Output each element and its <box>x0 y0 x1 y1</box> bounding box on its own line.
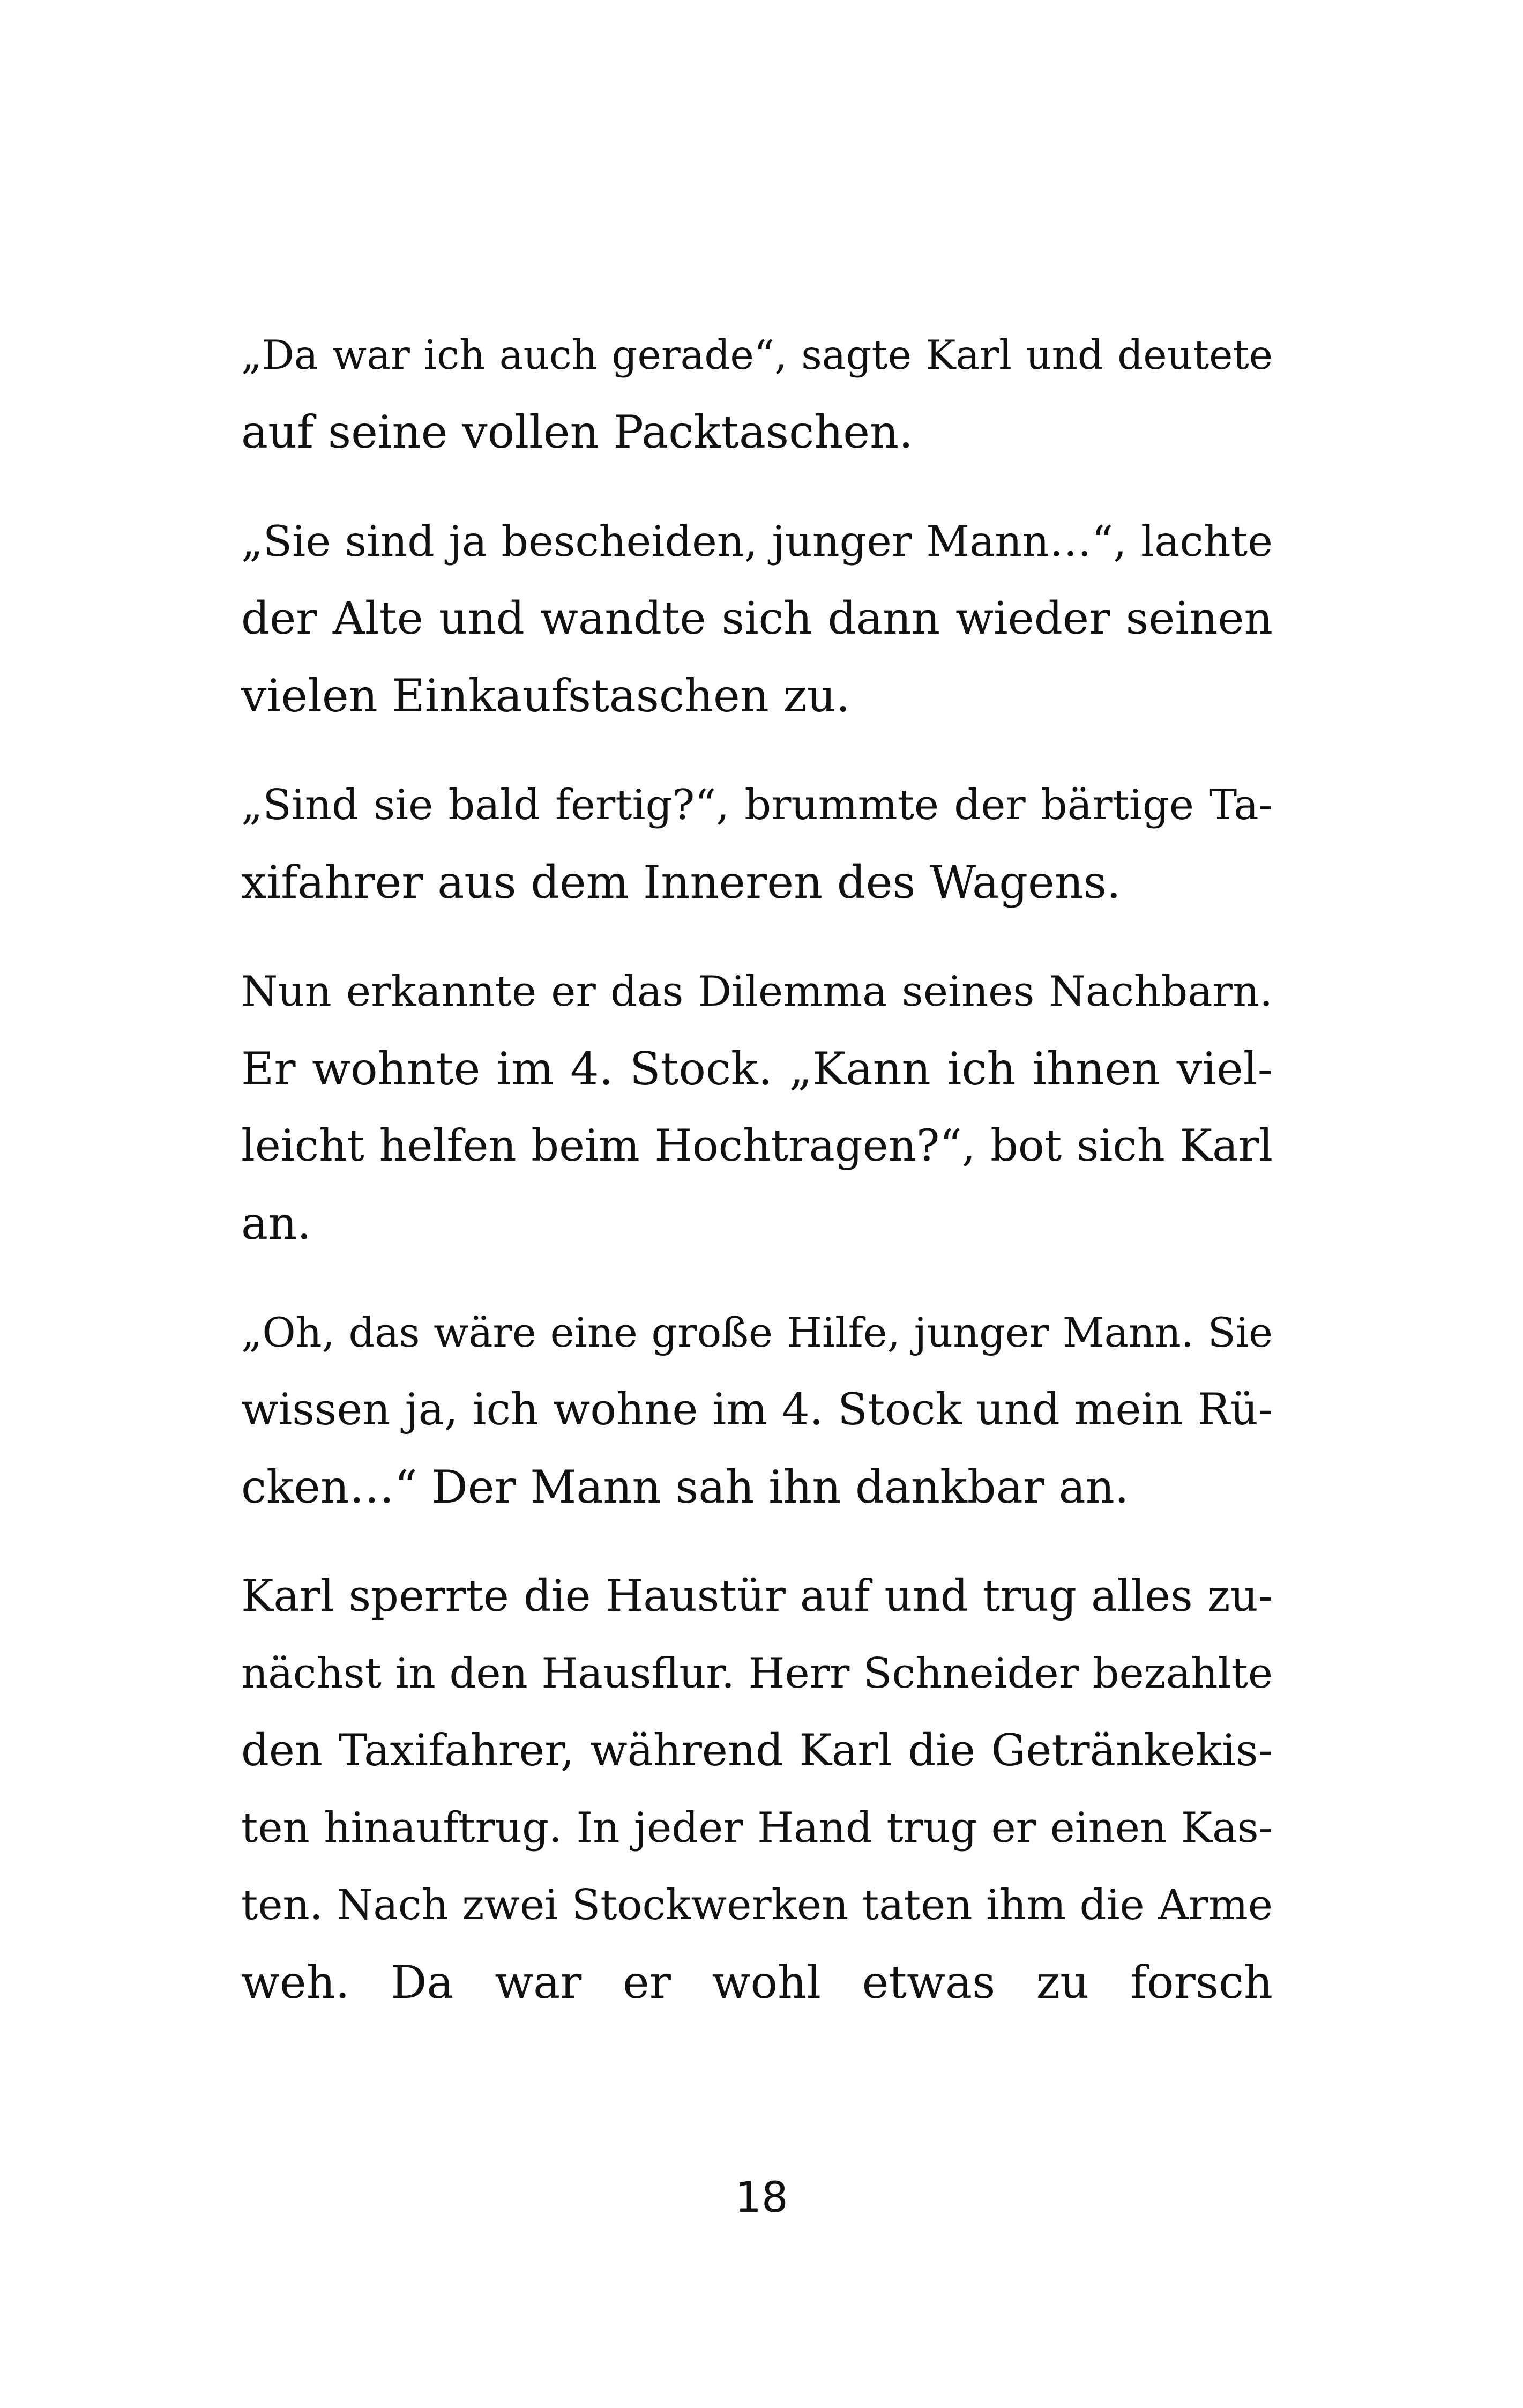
text-line: „Sind sie bald fertig?“, brummte der bärtige Ta- <box>241 781 1273 829</box>
text-line: xifahrer aus dem Inneren des Wagens. <box>241 856 1121 909</box>
paragraph-gap <box>241 471 1273 503</box>
text-line: weh. Da war er wohl etwas zu forsch <box>241 1956 1273 2009</box>
text-line: vielen Einkaufstaschen zu. <box>241 670 850 722</box>
text-line: wissen ja, ich wohne im 4. Stock und mein Rü- <box>241 1385 1273 1435</box>
text-line: ten hinauftrug. In jeder Hand trug er einen Kas- <box>241 1804 1273 1852</box>
text-line: leicht helfen beim Hochtragen?“, bot sich Karl <box>241 1121 1273 1171</box>
text-line: „Sie sind ja bescheiden, junger Mann…“, lachte <box>241 517 1273 566</box>
paragraph-gap <box>241 1262 1273 1294</box>
text-line: Nun erkannte er das Dilemma seines Nachbarn. <box>241 968 1273 1016</box>
text-line: ten. Nach zwei Stockwerken taten ihm die Arme <box>241 1881 1273 1929</box>
text-line: „Oh, das wäre eine große Hilfe, junger Mann. Sie <box>241 1309 1273 1356</box>
text-line: auf seine vollen Packtaschen. <box>241 406 913 458</box>
text-line: der Alte und wandte sich dann wieder seinen <box>241 592 1273 644</box>
paragraph-gap <box>241 734 1273 767</box>
text-line: Karl sperrte die Haustür auf und trug alles zu- <box>241 1571 1273 1622</box>
text-line: den Taxifahrer, während Karl die Getränkekis- <box>241 1726 1273 1776</box>
text-line: cken…“ Der Mann sah ihn dankbar an. <box>241 1461 1129 1513</box>
page-number: 18 <box>735 2174 788 2222</box>
text-line: nächst in den Hausflur. Herr Schneider bezahlte <box>241 1649 1273 1698</box>
paragraph-gap <box>241 1526 1273 1558</box>
body-text <box>241 316 1273 2021</box>
text-line: „Da war ich auch gerade“, sagte Karl und deutete <box>241 331 1273 378</box>
paragraph-gap <box>241 921 1273 953</box>
text-line: an. <box>241 1197 311 1250</box>
text-line: Er wohnte im 4. Stock. „Kann ich ihnen viel- <box>241 1043 1273 1095</box>
